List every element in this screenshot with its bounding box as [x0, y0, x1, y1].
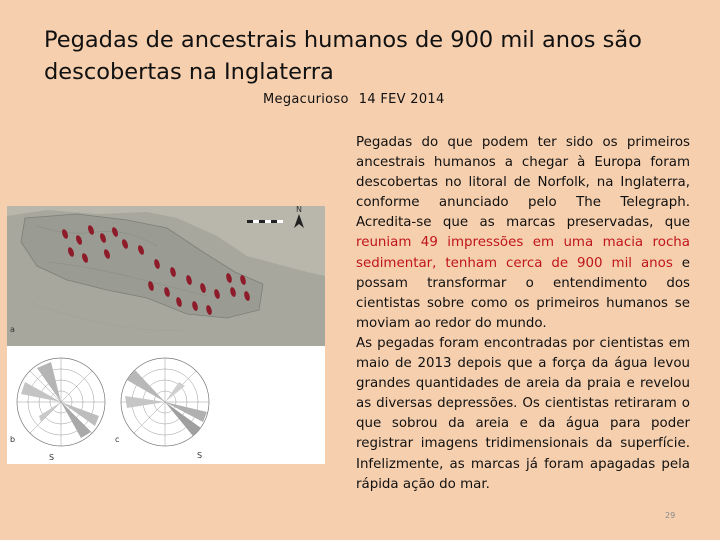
rose-diagram-b — [17, 358, 105, 446]
source-line — [263, 92, 445, 107]
article-paragraph-1 — [356, 133, 690, 334]
rose-diagram-c — [121, 358, 209, 446]
article-p1-start: Pegadas do que podem ter sido os primeiros ancestrais humanos a chegar à Europa foram descobertas no litoral de Norfolk, na Inglaterra, conforme anunciado pelo The Telegraph. Acredita-se que as marcas preservadas, que — [356, 135, 690, 231]
scale-bar — [247, 220, 283, 223]
source-name: Megacurioso — [263, 92, 349, 107]
article-paragraph-2: As pegadas foram encontradas por cientistas em maio de 2013 depois que a força da água levou grandes quantidades de areia da praia e revelou as diversas depressões. Os cientistas retiraram o que sobrou da areia e da água para poder registrar imagens tridimensionais da superfície. Infelizmente, as marcas já foram apagadas pela rápida ação do mar. — [356, 335, 690, 492]
panel-a-label: a — [10, 325, 15, 334]
rose-c-s-label: S — [197, 451, 203, 460]
article-body — [356, 133, 690, 495]
source-date: 14 FEV 2014 — [358, 92, 445, 107]
panel-c-label: c — [115, 435, 120, 444]
rose-b-s-label: S — [49, 453, 55, 462]
slide-number: 29 — [665, 511, 676, 520]
compass-n-label: N — [296, 206, 302, 214]
figure-svg — [7, 206, 325, 464]
slide-title: Pegadas de ancestrais humanos de 900 mil anos são descobertas na Inglaterra — [44, 27, 642, 85]
panel-b-label: b — [10, 435, 16, 444]
article-p1-end: e possam transformar o entendimento dos cientistas sobre como os primeiros humanos se moviam ao redor do mundo. — [356, 255, 690, 331]
footprint-figure — [7, 206, 325, 464]
article-highlight: reuniam 49 impressões em uma macia rocha sedimentar, tenham cerca de 900 mil anos — [356, 235, 690, 271]
